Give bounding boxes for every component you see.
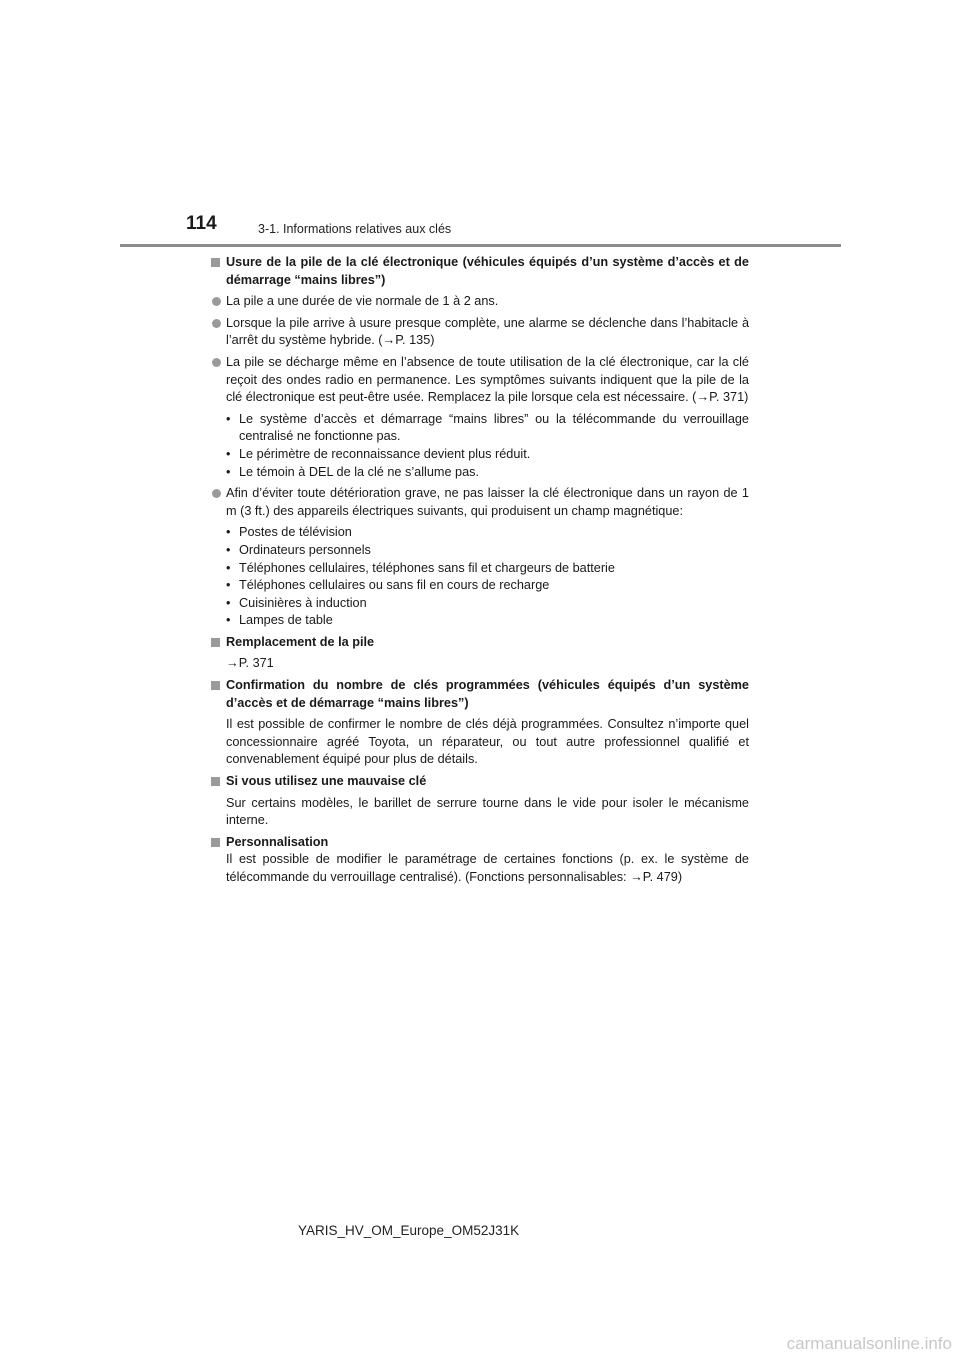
watermark: carmanualsonline.info	[786, 1334, 952, 1353]
chapter-title: 3-1. Informations relatives aux clés	[258, 222, 452, 236]
sub-bullet: •	[226, 525, 231, 540]
device-item: • Postes de télévision	[226, 524, 749, 542]
circle-bullet-icon	[212, 297, 221, 306]
document-code: YARIS_HV_OM_Europe_OM52J31K	[298, 1223, 520, 1238]
header-rule	[120, 244, 841, 247]
square-bullet-icon	[211, 681, 220, 690]
list-item: Lorsque la pile arrive à usure presque complète, une alarme se déclenche dans l’habitacle à l’arrêt du système hybride. (→P. 135)	[211, 315, 749, 350]
section-title: Usure de la pile de la clé électronique (véhicules équipés d’un système d’accès et de démarrage “mains libres”)	[211, 254, 749, 289]
circle-bullet-icon	[212, 358, 221, 367]
sub-bullet: •	[226, 560, 231, 575]
section-body	[211, 655, 749, 673]
list-item: Afin d’éviter toute détérioration grave, ne pas laisser la clé électronique dans un rayon de 1 m (3 ft.) des appareils électriques suivants, qui produisent un champ magnétique:	[211, 485, 749, 520]
device-item: • Ordinateurs personnels	[226, 542, 749, 560]
section-body: Il est possible de modifier le paramétrage de certaines fonctions (p. ex. le système de télécommande du verrouillage centralisé). (Fonctions personnalisables: →P. 479)	[226, 852, 749, 884]
section-battery-wear	[211, 254, 749, 630]
symptom-item: • Le périmètre de reconnaissance devient plus réduit.	[226, 446, 749, 464]
sub-bullet: •	[226, 446, 231, 461]
section-body: Sur certains modèles, le barillet de serrure tourne dans le vide pour isoler le mécanisme interne.	[226, 795, 749, 828]
section-title: Si vous utilisez une mauvaise clé	[211, 773, 749, 791]
section-body: Il est possible de confirmer le nombre de clés déjà programmées. Consultez n’importe quel concessionnaire agréé Toyota, un réparateur, ou tout autre professionnel qualifié et convenablement équipé pour plus de détails.	[226, 717, 749, 767]
sub-bullet: •	[226, 542, 231, 557]
device-list	[211, 524, 749, 630]
symptom-item: • Le témoin à DEL de la clé ne s’allume pas.	[226, 464, 749, 482]
page-reference-link[interactable]: →P. 479	[630, 870, 678, 884]
sub-bullet: •	[226, 578, 231, 593]
section-title: Confirmation du nombre de clés programmées (véhicules équipés d’un système d’accès et de démarrage “mains libres”)	[211, 677, 749, 712]
square-bullet-icon	[211, 638, 220, 647]
device-item: • Lampes de table	[226, 612, 749, 630]
page-reference-link[interactable]: →P. 371	[696, 390, 745, 405]
circle-bullet-icon	[212, 489, 221, 498]
square-bullet-icon	[211, 777, 220, 786]
list-item: La pile se décharge même en l’absence de toute utilisation de la clé électronique, car la clé reçoit des ondes radio en permanence. Les symptômes suivants indiquent que la pile de la clé électronique est peut-être usée. Remplacez la pile lorsque cela est nécessaire. (→P. 371)	[211, 354, 749, 407]
section-programmed-keys	[211, 677, 749, 769]
list-item: La pile a une durée de vie normale de 1 à 2 ans.	[211, 293, 749, 311]
device-item: • Cuisinières à induction	[226, 595, 749, 613]
section-wrong-key	[211, 773, 749, 830]
sub-bullet: •	[226, 595, 231, 610]
circle-bullet-icon	[212, 319, 221, 328]
page-reference-link[interactable]: →P. 135	[382, 333, 431, 348]
device-item: • Téléphones cellulaires ou sans fil en cours de recharge	[226, 577, 749, 595]
square-bullet-icon	[211, 838, 220, 847]
section-battery-replacement	[211, 634, 749, 673]
page-content	[211, 254, 749, 891]
section-title: Personnalisation	[211, 834, 749, 852]
sub-bullet: •	[226, 464, 231, 479]
sub-bullet: •	[226, 411, 231, 426]
symptom-list	[211, 411, 749, 481]
device-item: • Téléphones cellulaires, téléphones sans fil et chargeurs de batterie	[226, 560, 749, 578]
page-number: 114	[186, 213, 217, 234]
square-bullet-icon	[211, 258, 220, 267]
section-title: Remplacement de la pile	[211, 634, 749, 652]
sub-bullet: •	[226, 613, 231, 628]
page-reference-link[interactable]: →P. 371	[226, 656, 274, 671]
section-customization	[211, 834, 749, 887]
symptom-item: • Le système d’accès et démarrage “mains libres” ou la télécommande du verrouillage centralisé ne fonctionne pas.	[226, 411, 749, 444]
